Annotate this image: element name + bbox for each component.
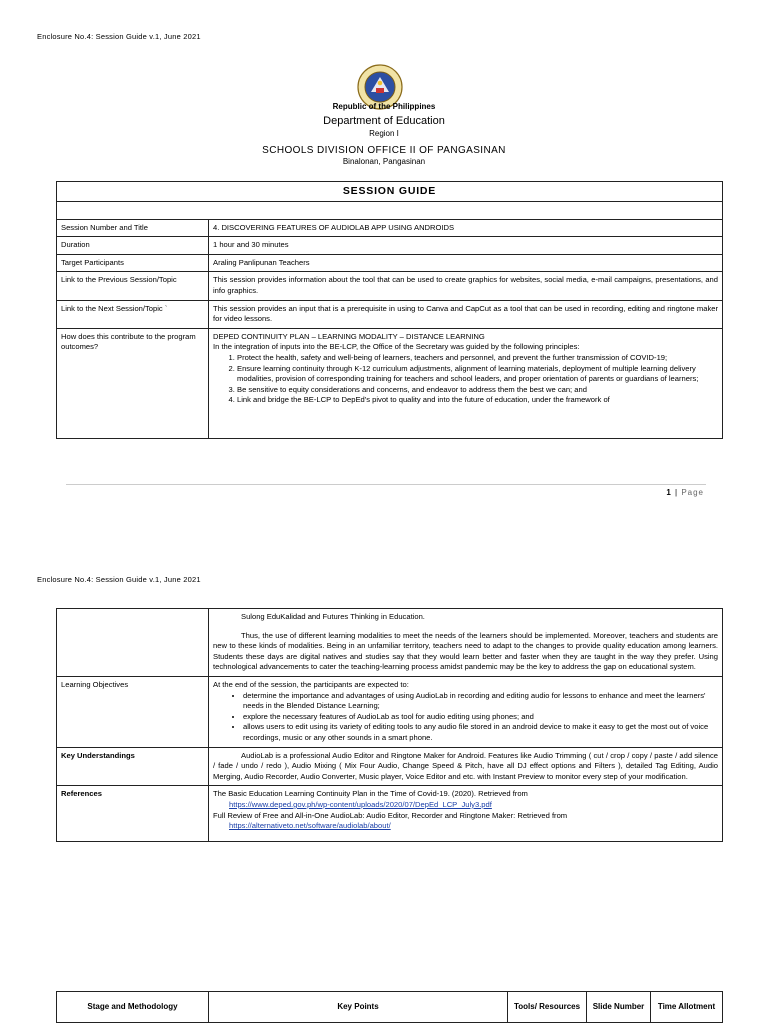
reference-link[interactable]: https://alternativeto.net/software/audiolab/about/ bbox=[229, 821, 391, 831]
list-item: 1. Protect the health, safety and well-being of learners, teachers and personnel, and prevent the further transmission of COVID-19; bbox=[237, 353, 718, 364]
principles-list bbox=[213, 353, 718, 406]
enclosure-label-page2: Enclosure No.4: Session Guide v.1, June 2021 bbox=[37, 575, 201, 584]
row-label bbox=[57, 609, 209, 677]
row-label: Duration bbox=[57, 237, 209, 255]
table-row bbox=[57, 237, 723, 255]
objectives-list bbox=[213, 691, 718, 744]
list-item: 2. Ensure learning continuity through K-12 curriculum adjustments, alignment of learning materials, deployment of multiple learning delivery modalities, provision of corresponding training for teachers and school leaders, and proper orientation of parents or guardians of learners; bbox=[237, 364, 718, 385]
footer-divider bbox=[66, 484, 706, 485]
table-row bbox=[57, 747, 723, 786]
table-row bbox=[57, 219, 723, 237]
row-label: Target Participants bbox=[57, 254, 209, 272]
table-header-row bbox=[57, 992, 723, 1023]
objectives-intro: At the end of the session, the participants are expected to: bbox=[213, 679, 409, 689]
table-row bbox=[57, 300, 723, 328]
page-label: Page bbox=[681, 488, 704, 497]
table-row bbox=[57, 676, 723, 747]
page-footer: 1 | Page bbox=[666, 488, 704, 497]
contribution-cell bbox=[209, 328, 723, 438]
row-value: 4. DISCOVERING FEATURES OF AUDIOLAB APP USING ANDROIDS bbox=[209, 219, 723, 237]
row-value: 1 hour and 30 minutes bbox=[209, 237, 723, 255]
row-value: AudioLab is a professional Audio Editor and Ringtone Maker for Android. Features like Audio Trimming ( cut / crop / copy / paste / add silence / fade / undo / redo ), Audio Mixing ( Mix Four Audio, Change Speed & Pitch, have all DJ effect options and Filters ), detailed Tag Editing, Audio Merging, Audio Recorder, Audio Converter, Music player, Voice Editor and etc. with Instant Preview to monitor every step of your modification. bbox=[209, 747, 723, 786]
division-text: SCHOOLS DIVISION OFFICE II OF PANGASINAN bbox=[262, 145, 506, 156]
row-label: How does this contribute to the program outcomes? bbox=[57, 328, 209, 438]
region-text: Region I bbox=[369, 129, 399, 138]
column-header: Time Allotment bbox=[651, 992, 723, 1023]
contribution-intro: In the integration of inputs into the BE-LCP, the Office of the Secretary was guided by the following principles: bbox=[213, 342, 580, 352]
department-text: Department of Education bbox=[323, 115, 445, 127]
references-cell bbox=[209, 786, 723, 841]
table-row bbox=[57, 609, 723, 677]
continuation-cell bbox=[209, 609, 723, 677]
session-guide-table-continued bbox=[56, 608, 723, 842]
reference-link[interactable]: https://www.deped.gov.ph/wp-content/uploads/2020/07/DepEd_LCP_July3.pdf bbox=[229, 799, 492, 809]
list-item: • determine the importance and advantages of using AudioLab in recording and editing audio for lessons to enhance and meet the learners' needs in the Blended Distance Learning; bbox=[243, 691, 718, 712]
row-value: This session provides an input that is a prerequisite in using to Canva and CapCut as a tool that can be used in recording, editing and ringtone maker for video lessons. bbox=[209, 300, 723, 328]
contribution-heading: DEPED CONTINUITY PLAN – LEARNING MODALITY – DISTANCE LEARNING bbox=[213, 331, 485, 341]
continuation-line: Sulong EduKalidad and Futures Thinking in Education. bbox=[241, 612, 425, 621]
republic-text: Republic of the Philippines bbox=[332, 102, 436, 111]
column-header: Stage and Methodology bbox=[57, 992, 209, 1023]
row-label: Link to the Next Session/Topic ` bbox=[57, 300, 209, 328]
table-row bbox=[57, 786, 723, 841]
stage-methodology-table bbox=[56, 991, 723, 1023]
reference-text: Full Review of Free and All-in-One AudioLab: Audio Editor, Recorder and Ringtone Maker: Retrieved from bbox=[213, 810, 568, 820]
row-label: Key Understandings bbox=[57, 747, 209, 786]
row-label: Link to the Previous Session/Topic bbox=[57, 272, 209, 300]
row-label: Session Number and Title bbox=[57, 219, 209, 237]
session-guide-title: SESSION GUIDE bbox=[57, 182, 723, 202]
list-item: • explore the necessary features of AudioLab as tool for audio editing using phones; and bbox=[243, 712, 718, 723]
row-label: Learning Objectives bbox=[57, 676, 209, 747]
row-value: This session provides information about the tool that can be used to create graphics for websites, social media, e-mail campaigns, presentations, and info graphics. bbox=[209, 272, 723, 300]
empty-row bbox=[57, 201, 723, 219]
continuation-paragraph: Thus, the use of different learning modalities to meet the needs of the learners should be implemented. Moreover, teachers and students are new to these kinds of modalities. Being in an unfamiliar territory, teachers need to adapt to the changes to provide quality education among learners. Students these days are digital natives and studies say that they would learn better and faster when they are taught in the way they prefer. Using technological advancements to cater the teaching-learning process amidst pandemic may be the key to address the gap on educational system. bbox=[213, 630, 718, 672]
column-header: Slide Number bbox=[587, 992, 651, 1023]
reference-text: The Basic Education Learning Continuity Plan in the Time of Covid-19. (2020). Retrieved from bbox=[213, 789, 528, 799]
location-text: Binalonan, Pangasinan bbox=[342, 157, 426, 166]
table-row bbox=[57, 254, 723, 272]
column-header: Key Points bbox=[209, 992, 508, 1023]
page-number: 1 bbox=[666, 488, 672, 497]
table-row bbox=[57, 328, 723, 438]
row-label: References bbox=[57, 786, 209, 841]
table-row bbox=[57, 272, 723, 300]
session-guide-table bbox=[56, 181, 723, 439]
enclosure-label: Enclosure No.4: Session Guide v.1, June 2021 bbox=[37, 32, 201, 41]
list-item: • allows users to edit using its variety of editing tools to any audio file stored in an android device to make it easy to get the most out of voice recordings, music or any other sounds in a smart phone. bbox=[243, 722, 718, 743]
column-header: Tools/ Resources bbox=[508, 992, 587, 1023]
list-item: 3. Be sensitive to equity considerations and concerns, and endeavor to address them the best we can; and bbox=[237, 385, 718, 396]
objectives-cell bbox=[209, 676, 723, 747]
list-item: 4. Link and bridge the BE-LCP to DepEd's pivot to quality and into the future of education, under the framework of bbox=[237, 395, 718, 406]
row-value: Araling Panlipunan Teachers bbox=[209, 254, 723, 272]
